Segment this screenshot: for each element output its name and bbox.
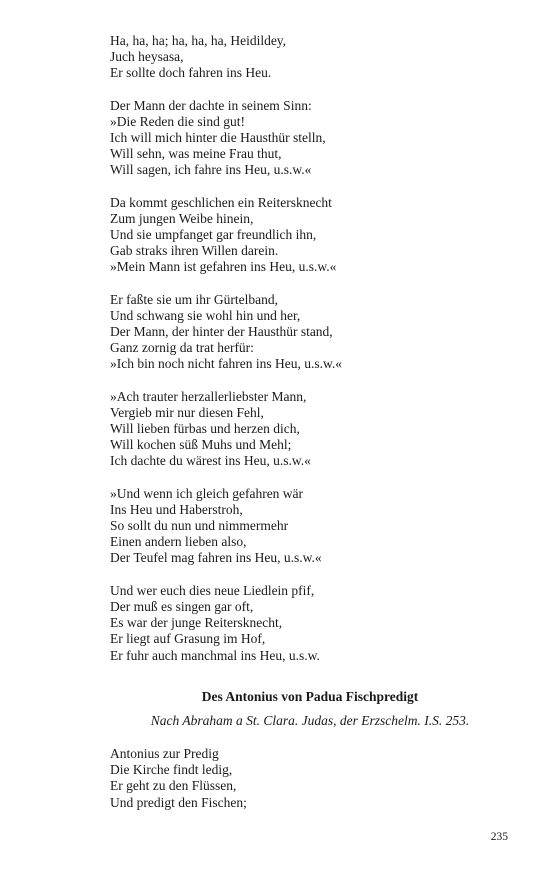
stanza-2 [110,98,530,179]
verse-line: Die Kirche findt ledig, [110,762,233,778]
verse-line: »Ach trauter herzallerliebster Mann, [110,388,307,404]
stanza-5 [110,389,530,470]
stanza-7 [110,583,530,664]
verse-line: Der Mann der dachte in seinem Sinn: [110,97,312,113]
verse-line: Und predigt den Fischen; [110,794,247,810]
poem-heading: Des Antonius von Padua Fischpredigt [201,689,419,704]
verse-line: Will kochen süß Muhs und Mehl; [110,437,292,453]
verse-line: Ha, ha, ha; ha, ha, ha, Heidildey, [110,33,287,48]
poem-verses [110,33,530,680]
verse-line: Er fuhr auch manchmal ins Heu, u.s.w. [110,647,320,663]
verse-line: »Und wenn ich gleich gefahren wär [110,485,304,501]
stanza-1 [110,33,530,82]
verse-line: Und wer euch dies neue Liedlein pfif, [110,582,315,598]
verse-line: Ganz zornig da trat herfür: [110,340,254,356]
verse-line: Zum jungen Weibe hinein, [110,210,254,226]
stanza-4 [110,292,530,373]
stanza-3 [110,195,530,276]
verse-line: Und schwang sie wohl hin und her, [110,307,301,323]
verse-line: Ins Heu und Haberstroh, [110,501,243,517]
verse-line: Will sehn, was meine Frau thut, [110,146,282,162]
stanza-6 [110,486,530,567]
verse-line: Und sie umpfanget gar freundlich ihn, [110,227,317,243]
verse-line: Er faßte sie um ihr Gürtelband, [110,291,278,307]
verse-line: Einen andern lieben also, [110,534,247,550]
verse-line: Vergieb mir nur diesen Fehl, [110,404,264,420]
verse-line: Ich will mich hinter die Hausthür stelln, [110,130,326,146]
verse-line: Der Mann, der hinter der Hausthür stand, [110,324,333,340]
verse-line: Ich dachte du wärest ins Heu, u.s.w.« [110,453,311,469]
verse-line: Der muß es singen gar oft, [110,598,254,614]
verse-line: »Die Reden die sind gut! [110,113,245,129]
second-poem-opening [110,746,530,811]
verse-line: »Mein Mann ist gefahren ins Heu, u.s.w.« [110,259,337,275]
verse-line: Es war der junge Reitersknecht, [110,615,283,631]
verse-line: Will lieben fürbas und herzen dich, [110,421,300,437]
verse-line: Antonius zur Predig [110,746,219,761]
verse-line: Er liegt auf Grasung im Hof, [110,631,266,647]
poem-source-subheading: Nach Abraham a St. Clara. Judas, der Erzschelm. I.S. 253. [150,713,470,728]
verse-line: »Ich bin noch nicht fahren ins Heu, u.s.w.« [110,356,342,372]
page-number: 235 [490,831,508,843]
verse-line: So sollt du nun und nimmermehr [110,518,289,534]
verse-line: Will sagen, ich fahre ins Heu, u.s.w.« [110,162,312,178]
verse-line: Der Teufel mag fahren ins Heu, u.s.w.« [110,550,322,566]
verse-line: Gab straks ihren Willen darein. [110,243,279,259]
verse-line: Er geht zu den Flüssen, [110,778,237,794]
verse-line: Da kommt geschlichen ein Reitersknecht [110,194,332,210]
verse-line: Er sollte doch fahren ins Heu. [110,65,272,81]
verse-line: Juch heysasa, [110,49,184,65]
